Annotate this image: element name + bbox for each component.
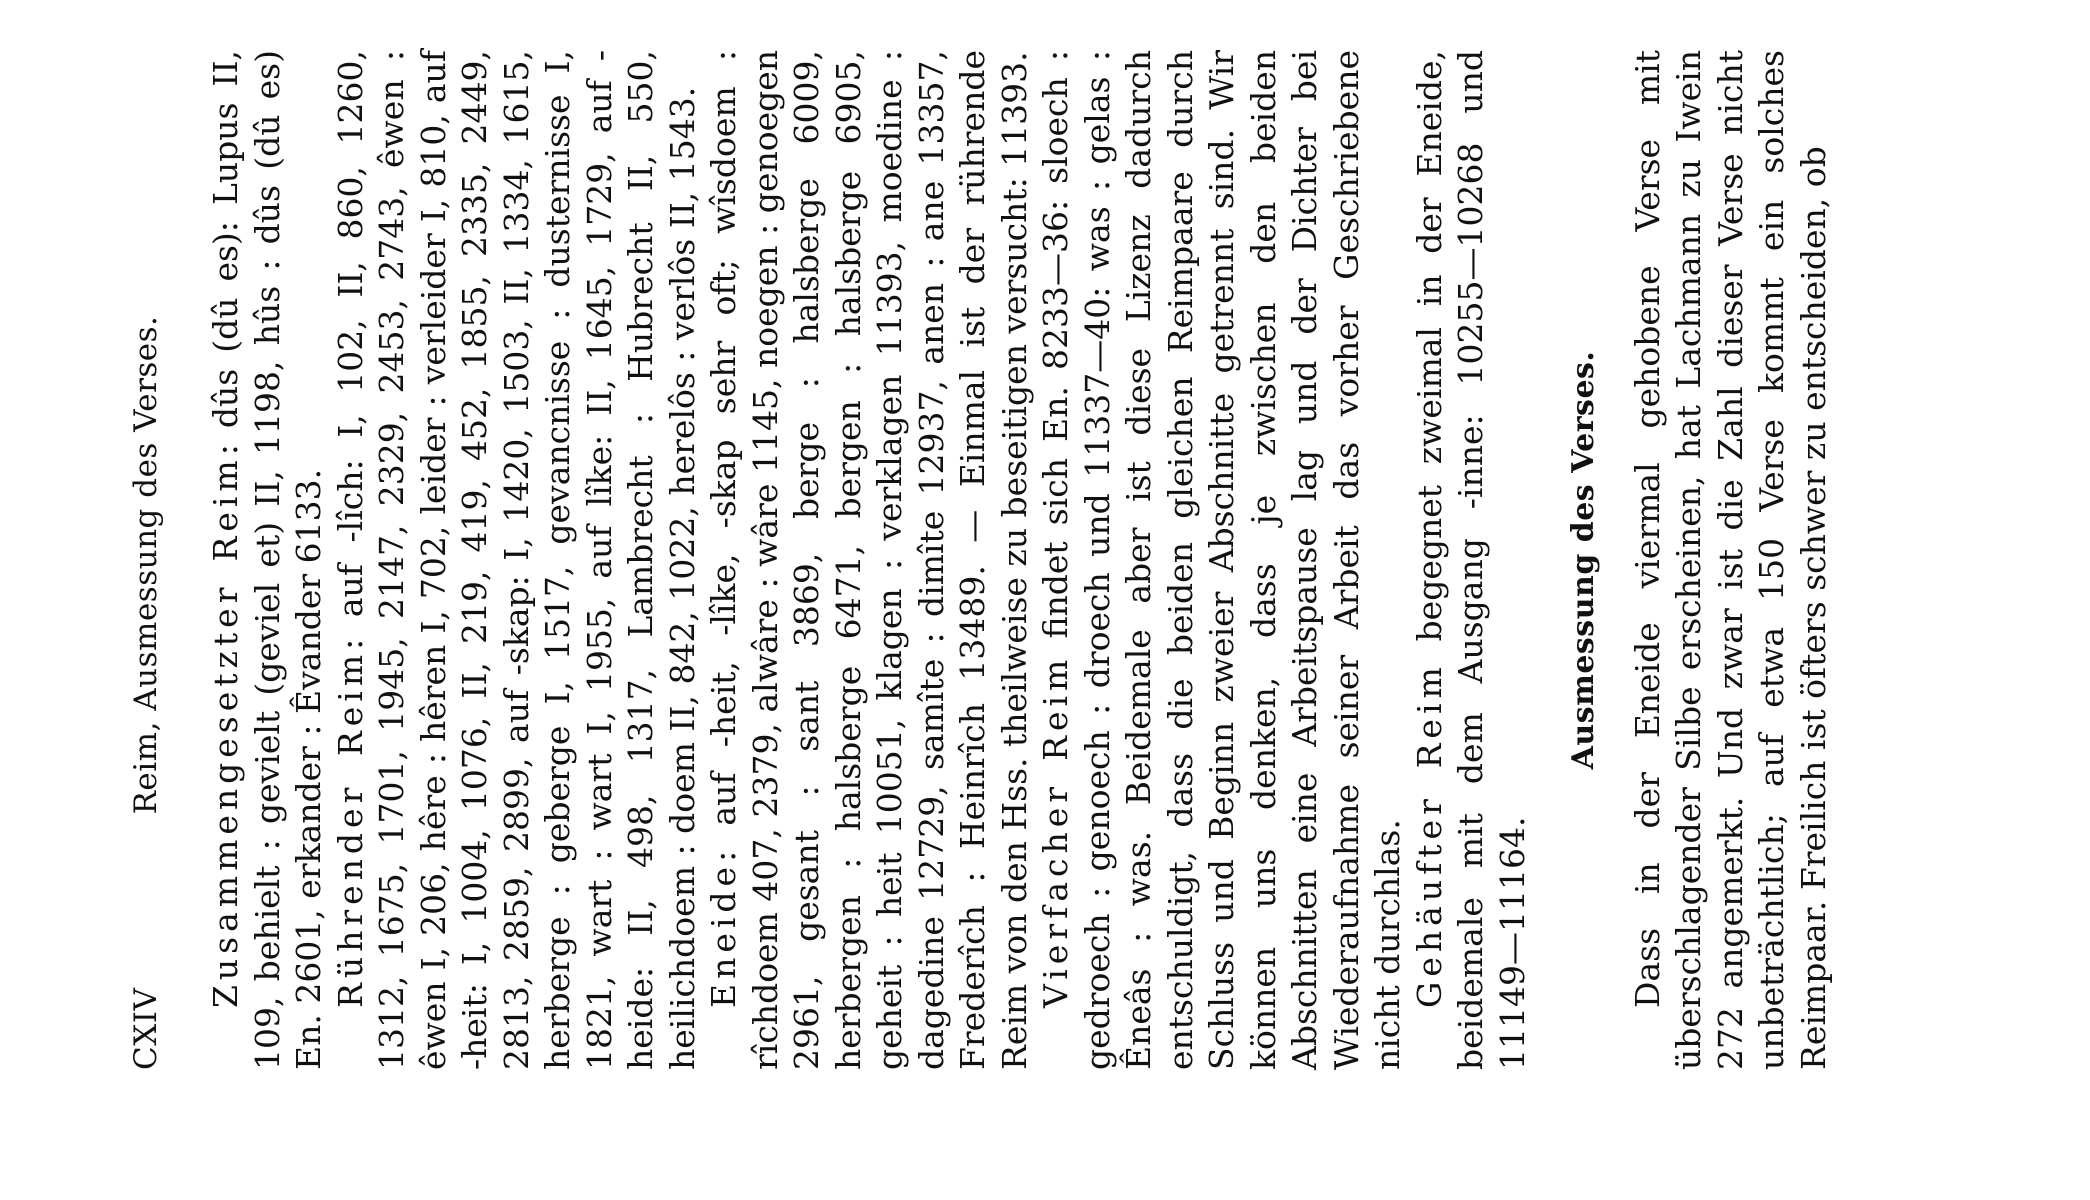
- paragraph-zusammengesetzter-reim: [205, 50, 330, 1070]
- page-number: CXIV: [128, 987, 164, 1070]
- paragraph-text: findet sich En. 8233—36: sloech : gedroech : genoech : droech und 11337—40: was : gelas : Êneâs : was. Beidemale aber ist diese Lizenz dadurch entschuldigt, dass die beiden gleichen Reimpaare durch Schluss und Beginn zweier Abschnitte getrennt sind. Wir können uns denken, dass je zwischen den beiden Abschnitten eine Arbeitspause lag und der Dichter bei Wiederaufnahme seiner Arbeit das vorher Geschriebene nicht durchlas.: [1036, 50, 1407, 1070]
- paragraph-text: : auf -heit, -lîke, -skap sehr oft; wîsdoem : rîchdoem 407, 2379, alwâre : wâre 1145, noegen : genoegen 2961, gesant : sant 3869, berge : halsberge 6009, herbergen : halsberge 6471, bergen : halsberge 6905, geheit : heit 10051, klagen : verklagen 11393, moedine : dagedine 12729, samîte : dimîte 12937, anen : ane 13357, Frederîch : Heinrîch 13489. — Einmal ist der rührende Reim von den Hss. theilweise zu beseitigen versucht: 11393.: [704, 50, 1034, 1070]
- paragraph-ruehrender-reim: [330, 50, 704, 1070]
- paragraph-lead: Gehäufter Reim: [1409, 662, 1449, 1008]
- paragraph-ausmessung: Dass in der Eneide viermal gehobene Verse mit überschlagender Silbe erscheinen, hat Lachmann zu Iwein 272 angemerkt. Und zwar ist die Zahl dieser Verse nicht unbeträchtlich; auf etwa 150 Verse kommt ein solches Reimpaar. Freilich ist öfters schwer zu entscheiden, ob: [1627, 50, 1833, 1070]
- paragraph-vierfacher-reim: [1035, 50, 1409, 1070]
- paragraph-eneide: [703, 50, 1035, 1070]
- paragraph-text: : auf -lîch: I, 102, II, 860, 1260, 1312, 1675, 1701, 1945, 2147, 2329, 2453, 2743, êwen : êwen I, 206, hêre : hêren I, 702, leider : verleider I, 810, auf -heit: I, 1004, 1076, II, 219, 419, 452, 1855, 2335, 2449, 2813, 2859, 2899, auf -skap: I, 1420, 1503, II, 1334, 1615, herberge : geberge I, 1517, gevancnisse : dusternisse I, 1821, wart : wart I, 1955, auf lîke: II, 1645, 1729, auf -heide: II, 498, 1317, Lambrecht : Hubrecht II, 550, heilichdoem : doem II, 842, 1022, herelôs : verlôs II, 1543.: [330, 50, 702, 1070]
- paragraph-gehaeufter-reim: [1409, 50, 1534, 1070]
- page-body: [205, 50, 1834, 1070]
- paragraph-text: : dûs (dû es): Lupus II, 109, behielt : gevielt (geviel et) II, 1198, hûs : dûs (dû es) En. 2601, erkander : Êvander 6133.: [206, 50, 328, 1070]
- paragraph-lead: Vierfacher Reim: [1036, 654, 1075, 1008]
- paragraph-lead: Zusammengesetzter Reim: [206, 455, 245, 1008]
- running-title: Reim, Ausmessung des Verses.: [128, 315, 164, 815]
- running-head: [128, 60, 168, 1070]
- paragraph-text: begegnet zweimal in der Eneide, beidemale mit dem Ausgang -inne: 10255—10268 und 11149—11164.: [1409, 50, 1532, 1070]
- paragraph-lead: Rührender Reim: [330, 649, 370, 1008]
- paragraph-lead: Eneide: [704, 861, 743, 1008]
- section-heading: Ausmessung des Verses.: [1566, 350, 1601, 770]
